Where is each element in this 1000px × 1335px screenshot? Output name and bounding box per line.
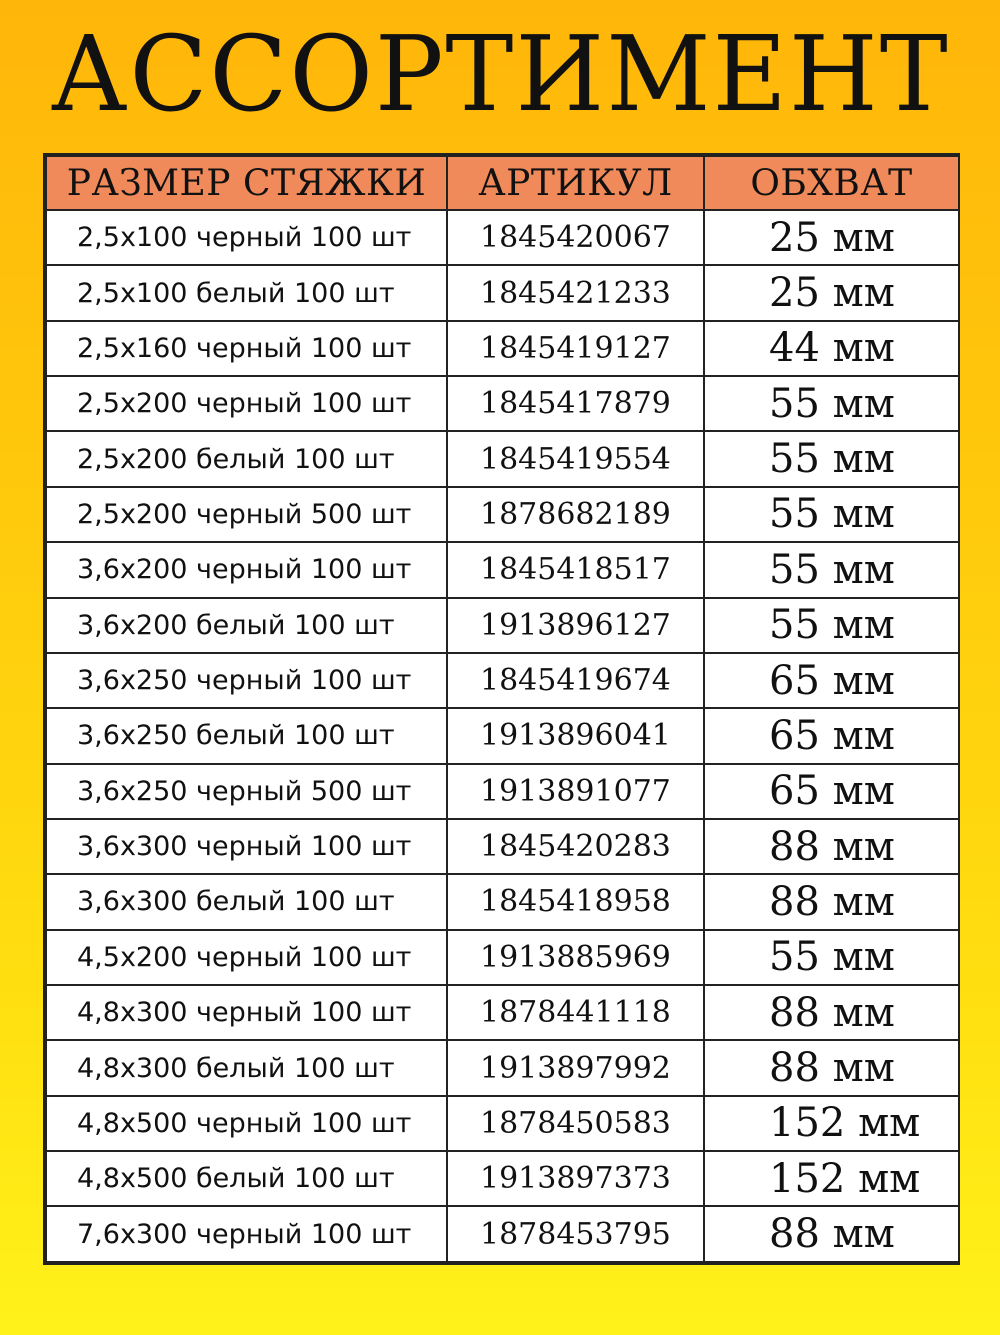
cell-girth: 88 мм bbox=[704, 1206, 959, 1262]
cell-girth: 65 мм bbox=[704, 708, 959, 763]
cell-size: 4,5х200 черный 100 шт bbox=[46, 930, 447, 985]
cell-article: 1845419127 bbox=[447, 321, 704, 376]
table-row bbox=[46, 1096, 959, 1151]
cell-article: 1913885969 bbox=[447, 930, 704, 985]
cell-size: 3,6х300 черный 100 шт bbox=[46, 819, 447, 874]
table-row bbox=[46, 321, 959, 376]
cell-girth: 88 мм bbox=[704, 874, 959, 929]
cell-size: 3,6х200 черный 100 шт bbox=[46, 542, 447, 597]
cell-size: 3,6х250 белый 100 шт bbox=[46, 708, 447, 763]
cell-size: 2,5х160 черный 100 шт bbox=[46, 321, 447, 376]
table-row bbox=[46, 819, 959, 874]
cell-girth: 55 мм bbox=[704, 542, 959, 597]
cell-girth: 25 мм bbox=[704, 210, 959, 265]
cell-girth: 152 мм bbox=[704, 1151, 959, 1206]
table-row bbox=[46, 1040, 959, 1095]
table-row bbox=[46, 653, 959, 708]
cell-article: 1845418517 bbox=[447, 542, 704, 597]
cell-article: 1845421233 bbox=[447, 265, 704, 320]
page-title: АССОРТИМЕНТ bbox=[50, 13, 950, 135]
cell-size: 4,8х300 черный 100 шт bbox=[46, 985, 447, 1040]
cell-size: 2,5х200 белый 100 шт bbox=[46, 431, 447, 486]
cell-size: 3,6х200 белый 100 шт bbox=[46, 598, 447, 653]
cell-size: 3,6х300 белый 100 шт bbox=[46, 874, 447, 929]
cell-article: 1845419554 bbox=[447, 431, 704, 486]
cell-girth: 55 мм bbox=[704, 930, 959, 985]
header-girth: ОБХВАТ bbox=[704, 156, 959, 210]
table-row bbox=[46, 376, 959, 431]
table-row bbox=[46, 1151, 959, 1206]
cell-size: 4,8х300 белый 100 шт bbox=[46, 1040, 447, 1095]
table-row bbox=[46, 487, 959, 542]
cell-girth: 152 мм bbox=[704, 1096, 959, 1151]
cell-article: 1913896041 bbox=[447, 708, 704, 763]
cell-article: 1845420067 bbox=[447, 210, 704, 265]
header-article: АРТИКУЛ bbox=[447, 156, 704, 210]
assortment-table bbox=[43, 153, 960, 1265]
cell-girth: 55 мм bbox=[704, 598, 959, 653]
cell-article: 1878682189 bbox=[447, 487, 704, 542]
cell-article: 1845419674 bbox=[447, 653, 704, 708]
cell-size: 2,5х100 черный 100 шт bbox=[46, 210, 447, 265]
cell-girth: 55 мм bbox=[704, 487, 959, 542]
cell-girth: 88 мм bbox=[704, 819, 959, 874]
table-row bbox=[46, 210, 959, 265]
table-row bbox=[46, 598, 959, 653]
table-row bbox=[46, 874, 959, 929]
cell-girth: 65 мм bbox=[704, 764, 959, 819]
cell-size: 3,6х250 черный 100 шт bbox=[46, 653, 447, 708]
cell-size: 4,8х500 черный 100 шт bbox=[46, 1096, 447, 1151]
cell-size: 7,6х300 черный 100 шт bbox=[46, 1206, 447, 1262]
cell-girth: 55 мм bbox=[704, 431, 959, 486]
cell-girth: 65 мм bbox=[704, 653, 959, 708]
cell-size: 4,8х500 белый 100 шт bbox=[46, 1151, 447, 1206]
cell-size: 2,5х200 черный 500 шт bbox=[46, 487, 447, 542]
cell-article: 1878453795 bbox=[447, 1206, 704, 1262]
table-row bbox=[46, 930, 959, 985]
cell-girth: 55 мм bbox=[704, 376, 959, 431]
cell-article: 1878450583 bbox=[447, 1096, 704, 1151]
cell-article: 1878441118 bbox=[447, 985, 704, 1040]
table-row bbox=[46, 265, 959, 320]
assortment-grid bbox=[45, 155, 960, 1263]
cell-size: 2,5х200 черный 100 шт bbox=[46, 376, 447, 431]
cell-girth: 88 мм bbox=[704, 1040, 959, 1095]
cell-girth: 25 мм bbox=[704, 265, 959, 320]
cell-size: 3,6х250 черный 500 шт bbox=[46, 764, 447, 819]
cell-article: 1845420283 bbox=[447, 819, 704, 874]
cell-article: 1913891077 bbox=[447, 764, 704, 819]
cell-article: 1913897992 bbox=[447, 1040, 704, 1095]
cell-article: 1913897373 bbox=[447, 1151, 704, 1206]
cell-girth: 88 мм bbox=[704, 985, 959, 1040]
cell-size: 2,5х100 белый 100 шт bbox=[46, 265, 447, 320]
table-row bbox=[46, 708, 959, 763]
cell-article: 1845417879 bbox=[447, 376, 704, 431]
table-row bbox=[46, 764, 959, 819]
header-size: РАЗМЕР СТЯЖКИ bbox=[46, 156, 447, 210]
cell-article: 1913896127 bbox=[447, 598, 704, 653]
cell-article: 1845418958 bbox=[447, 874, 704, 929]
table-row bbox=[46, 1206, 959, 1262]
table-row bbox=[46, 542, 959, 597]
table-header-row bbox=[46, 156, 959, 210]
table-row bbox=[46, 985, 959, 1040]
cell-girth: 44 мм bbox=[704, 321, 959, 376]
table-row bbox=[46, 431, 959, 486]
